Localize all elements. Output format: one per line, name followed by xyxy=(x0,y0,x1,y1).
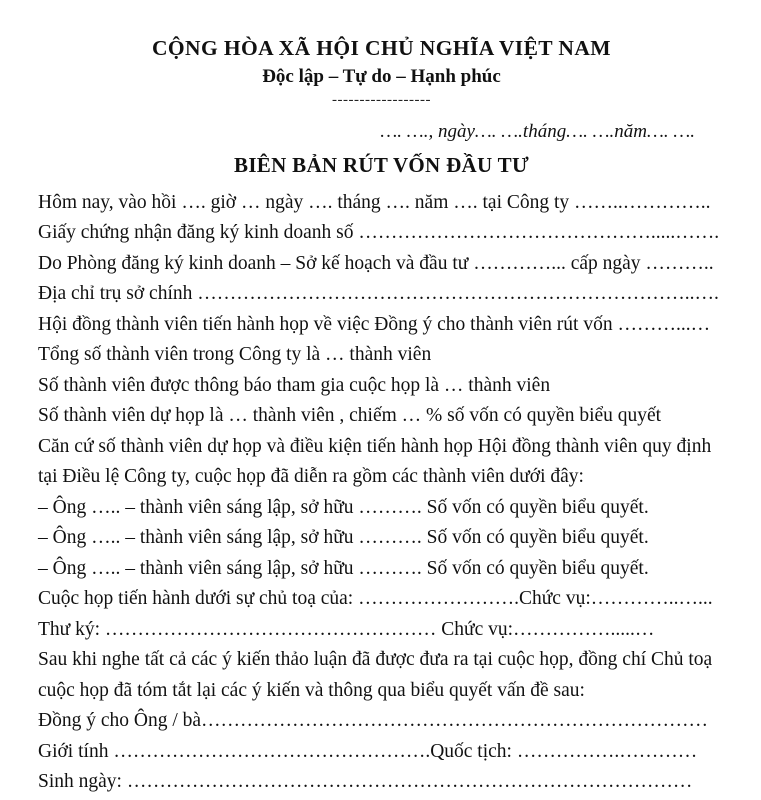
body-line: Tổng số thành viên trong Công ty là … thành viên xyxy=(38,344,432,366)
member-line: – Ông ….. – thành viên sáng lập, sở hữu ………. Số vốn có quyền biểu quyết. xyxy=(38,496,649,518)
body-line: Đồng ý cho Ông / bà…………………………………………………………………… xyxy=(38,710,709,732)
member-line: – Ông ….. – thành viên sáng lập, sở hữu ………. Số vốn có quyền biểu quyết. xyxy=(38,557,649,579)
body-line: Thư ký: …………………………………………… Chức vụ:…………….....… xyxy=(38,618,655,640)
date-line: …. …., ngày…. ….tháng…. ….năm…. …. xyxy=(380,121,695,143)
body-line: Do Phòng đăng ký kinh doanh – Sở kế hoạch và đầu tư …………... cấp ngày ……….. xyxy=(38,252,714,274)
header-divider: ------------------ xyxy=(332,95,431,107)
body-line: Địa chỉ trụ sở chính …………………………………………………………………..…. xyxy=(38,283,719,305)
body-line: Hội đồng thành viên tiến hành họp về việc Đồng ý cho thành viên rút vốn ………...… xyxy=(38,313,711,335)
page-title: BIÊN BẢN RÚT VỐN ĐẦU TƯ xyxy=(234,152,529,177)
body-paragraph: Căn cứ số thành viên dự họp và điều kiện tiến hành họp Hội đồng thành viên quy định tại Điều lệ Công ty, cuộc họp đã diễn ra gồm các thành viên dưới đây: xyxy=(38,435,712,488)
body-line: Hôm nay, vào hồi …. giờ … ngày …. tháng …. năm …. tại Công ty ……..………….. xyxy=(38,191,711,213)
document-body xyxy=(38,188,725,798)
national-title: CỘNG HÒA XÃ HỘI CHỦ NGHĨA VIỆT NAM xyxy=(152,36,611,60)
body-line: Giấy chứng nhận đăng ký kinh doanh số ……………………………………….....……. xyxy=(38,222,720,244)
body-paragraph: Sau khi nghe tất cả các ý kiến thảo luận đã được đưa ra tại cuộc họp, đồng chí Chủ toạ cuộc họp đã tóm tắt lại các ý kiến và thông qua biểu quyết vấn đề sau: xyxy=(38,649,713,701)
body-line: Giới tính ………………………………………….Quốc tịch: …………….………… xyxy=(38,740,698,762)
document-header xyxy=(38,0,725,106)
national-motto: Độc lập – Tự do – Hạnh phúc xyxy=(262,66,501,88)
body-line: Số thành viên dự họp là … thành viên , chiếm … % số vốn có quyền biểu quyết xyxy=(38,405,662,427)
body-line: Sinh ngày: …………………………………………………………………………… xyxy=(38,771,693,793)
body-line: Cuộc họp tiến hành dưới sự chủ toạ của: …………………….Chức vụ:…………..…... xyxy=(38,588,713,610)
member-line: – Ông ….. – thành viên sáng lập, sở hữu ………. Số vốn có quyền biểu quyết. xyxy=(38,527,649,549)
body-line: Số thành viên được thông báo tham gia cuộc họp là … thành viên xyxy=(38,374,551,396)
